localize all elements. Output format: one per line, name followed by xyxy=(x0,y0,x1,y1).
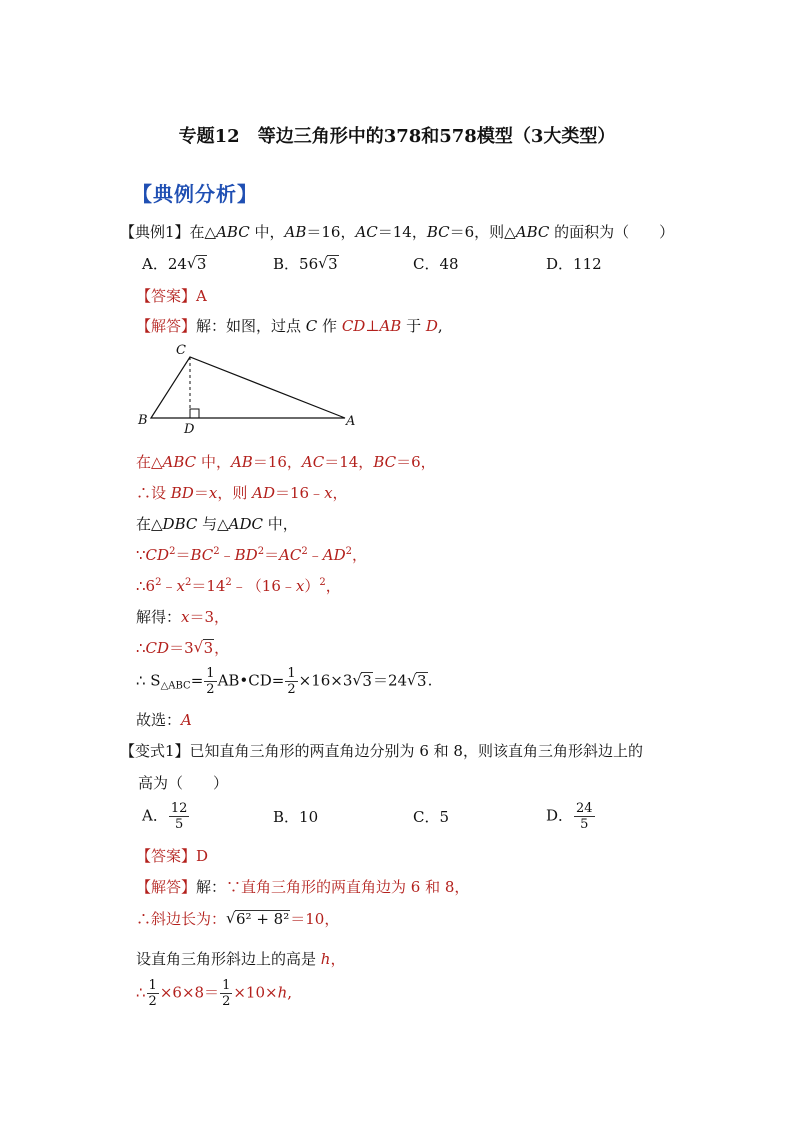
denominator: 2 xyxy=(222,994,231,1009)
numerator: 1 xyxy=(206,666,215,681)
t: 解得： xyxy=(136,608,182,626)
q-ac: AC xyxy=(355,223,378,241)
label-a: A xyxy=(346,414,356,429)
q-text: 的面积为（ ） xyxy=(549,223,675,241)
sol-text: 于 xyxy=(401,317,426,335)
t: ∴ xyxy=(136,639,146,657)
t: x xyxy=(176,577,185,595)
t: ABC xyxy=(162,453,197,471)
sq: 2 xyxy=(213,546,220,557)
q-abc: ABC xyxy=(515,223,550,241)
q-text: ＝6，则△ xyxy=(449,223,516,241)
t: CD xyxy=(145,546,170,564)
solution-line-5 xyxy=(136,575,341,596)
t: 设直角三角形斜边上的高是 xyxy=(136,950,321,968)
radicand: 3 xyxy=(362,671,372,690)
t: ＝24 xyxy=(372,671,408,690)
solution-line-6 xyxy=(136,606,229,627)
sq: 2 xyxy=(301,546,308,557)
example1-option-c: C．48 xyxy=(413,255,459,273)
variant1-solution-line-3 xyxy=(136,948,345,969)
numerator: 24 xyxy=(576,801,593,816)
t: AC xyxy=(279,546,302,564)
q-text: 中， xyxy=(249,223,285,241)
sq: 2 xyxy=(169,546,176,557)
t: AD xyxy=(252,484,275,502)
t: ＝ xyxy=(264,546,280,564)
t: 在△ xyxy=(136,453,163,471)
label-c: C xyxy=(176,343,186,358)
t: DBC xyxy=(162,515,198,533)
sqrt: √ 3 xyxy=(318,254,338,273)
t: ＝16﹣ xyxy=(274,484,325,502)
page-title: 专题12 等边三角形中的378和578模型（3大类型） xyxy=(178,126,616,147)
t: ＝ xyxy=(193,484,209,502)
answer-value: A xyxy=(196,287,207,305)
t: ＝6， xyxy=(396,453,436,471)
example1-option-b xyxy=(273,253,339,274)
sqrt: √ 3 xyxy=(352,670,372,690)
radicand: 3 xyxy=(328,255,338,273)
example1-answer xyxy=(136,285,207,306)
t: ，则 xyxy=(217,484,253,502)
numerator: 12 xyxy=(170,801,188,816)
radicand: 3 xyxy=(417,671,427,690)
t: ∵直角三角形的两直角边为 6 和 8， xyxy=(226,878,470,896)
sqrt: √ 6² + 8² xyxy=(226,909,290,928)
solution-line-8 xyxy=(136,666,432,697)
t: A． xyxy=(142,806,168,825)
example1-option-a xyxy=(142,253,207,274)
answer-label: 【答案】 xyxy=(136,287,197,305)
t: △ABC xyxy=(160,680,191,692)
triangle-abc xyxy=(151,357,345,418)
t: BD xyxy=(170,484,194,502)
t: AD xyxy=(322,546,346,564)
solution-line-1 xyxy=(136,451,436,472)
sol-d: D xyxy=(425,317,438,335)
variant1-solution-line-4 xyxy=(136,978,292,1009)
t: BD xyxy=(234,546,258,564)
numerator: 1 xyxy=(148,978,157,993)
t: 中， xyxy=(196,453,231,471)
t: x xyxy=(295,577,305,595)
variant1-answer xyxy=(136,845,208,866)
numerator: 1 xyxy=(222,978,231,993)
t: ∵ xyxy=(136,546,146,564)
example1-solution-intro xyxy=(136,315,443,336)
t: AB xyxy=(230,453,253,471)
t: ∴设 xyxy=(136,484,171,502)
t: ） xyxy=(304,577,320,595)
variant1-solution-line-2 xyxy=(136,908,339,929)
radicand: 3 xyxy=(196,255,207,273)
sq: 2 xyxy=(345,546,353,557)
sq: 2 xyxy=(155,577,162,588)
t: ， xyxy=(325,577,341,595)
sol-text: , xyxy=(437,317,443,335)
sol-text: 作 xyxy=(317,317,342,335)
q-bc: BC xyxy=(426,223,450,241)
sqrt: √ 3 xyxy=(407,670,427,690)
t: ， xyxy=(330,950,346,968)
example1-option-d: D．112 xyxy=(546,255,602,273)
t: ﹣ xyxy=(219,546,235,564)
sq: 2 xyxy=(257,546,265,557)
t: x xyxy=(324,484,333,502)
t: = xyxy=(190,671,204,690)
solution-label: 【解答】 xyxy=(136,317,197,335)
t: AB•CD= xyxy=(217,671,285,690)
variant1-option-b: B．10 xyxy=(273,808,319,826)
t: x xyxy=(181,608,190,626)
t: 与△ xyxy=(197,515,229,533)
fraction xyxy=(147,978,159,1009)
denominator: 2 xyxy=(287,682,296,697)
solution-line-9 xyxy=(136,709,192,730)
t: x xyxy=(208,484,218,502)
solution-label: 【解答】 xyxy=(136,878,197,896)
q-text: ＝16， xyxy=(306,223,356,241)
t: 故选： xyxy=(136,711,182,729)
t: ＝3 xyxy=(169,639,194,657)
t: ×16×3 xyxy=(298,671,353,690)
variant1-question-line2: 高为（ ） xyxy=(138,774,229,792)
sq: 2 xyxy=(184,577,192,588)
t: ， xyxy=(214,639,230,657)
t: ， xyxy=(332,484,348,502)
fraction xyxy=(285,666,297,697)
fraction xyxy=(574,801,595,832)
sol-c: C xyxy=(305,317,318,335)
q-text: 在△ xyxy=(189,223,217,241)
example1-label: 【典例1】 xyxy=(120,223,190,241)
sol-text: 解：如图，过点 xyxy=(196,317,306,335)
solution-line-4 xyxy=(136,544,367,565)
t: 解： xyxy=(196,878,227,896)
variant1-option-c: C．5 xyxy=(413,808,450,826)
label-d: D xyxy=(184,422,195,436)
sqrt: √ 3 xyxy=(186,254,207,273)
t: ， xyxy=(352,546,368,564)
t: D． xyxy=(546,806,574,825)
denominator: 2 xyxy=(206,682,215,697)
variant1-label: 【变式1】 xyxy=(120,742,190,760)
numerator: 1 xyxy=(287,666,296,681)
option-text: B．56 xyxy=(273,255,319,273)
t: , xyxy=(287,983,293,1002)
answer-label: 【答案】 xyxy=(136,847,197,865)
t: ＝16， xyxy=(252,453,302,471)
sq: 2 xyxy=(319,577,326,588)
denominator: 5 xyxy=(580,817,589,832)
fraction xyxy=(220,978,232,1009)
variant1-solution-intro xyxy=(136,876,469,897)
t: ∴斜边长为： xyxy=(136,910,227,928)
variant1-option-d xyxy=(546,801,596,832)
t: ∴ xyxy=(136,983,146,1002)
t: ＝10， xyxy=(290,910,340,928)
sq: 2 xyxy=(225,577,232,588)
t: ﹣（16﹣ xyxy=(231,577,296,595)
t: A xyxy=(181,711,192,729)
radicand: 3 xyxy=(203,639,214,657)
t: BC xyxy=(373,453,397,471)
t: ＝14， xyxy=(324,453,374,471)
q-abc: ABC xyxy=(216,223,250,241)
answer-value: D xyxy=(196,847,209,865)
t: ×6×8＝ xyxy=(159,983,220,1002)
t: AC xyxy=(301,453,325,471)
t: ∴ S xyxy=(136,671,161,690)
t: ADC xyxy=(228,515,264,533)
variant1-question-line1 xyxy=(120,740,643,761)
t: . xyxy=(427,671,433,690)
t: ＝3， xyxy=(189,608,230,626)
fraction xyxy=(169,801,190,832)
t: 已知直角三角形的两直角边分别为 6 和 8，则该直角三角形斜边上的 xyxy=(189,742,643,760)
q-ab: AB xyxy=(284,223,307,241)
fraction xyxy=(204,666,216,697)
triangle-figure xyxy=(130,336,370,436)
variant1-option-a xyxy=(142,801,190,832)
t: ＝ xyxy=(175,546,191,564)
t: ＝14 xyxy=(191,577,226,595)
t: ×10× xyxy=(233,983,278,1002)
right-angle-mark xyxy=(190,409,199,418)
denominator: 5 xyxy=(174,817,184,832)
example1-question xyxy=(120,221,674,242)
t: ∴6 xyxy=(136,577,156,595)
t: 中， xyxy=(263,515,298,533)
t: h xyxy=(320,950,331,968)
radicand: 6² + 8² xyxy=(236,910,290,928)
t: CD xyxy=(145,639,170,657)
t: 在△ xyxy=(136,515,163,533)
solution-line-7 xyxy=(136,637,229,658)
sol-cd: CD⊥AB xyxy=(341,317,402,335)
t: ﹣ xyxy=(161,577,177,595)
section-heading: 【典例分析】 xyxy=(132,182,258,206)
solution-line-3 xyxy=(136,513,298,534)
t: ﹣ xyxy=(307,546,323,564)
t: BC xyxy=(190,546,214,564)
label-b: B xyxy=(138,413,148,428)
q-text: ＝14， xyxy=(377,223,427,241)
denominator: 2 xyxy=(148,994,157,1009)
sqrt: √ 3 xyxy=(193,638,214,657)
t: h xyxy=(277,983,288,1002)
option-text: A．24 xyxy=(142,255,187,273)
solution-line-2 xyxy=(136,482,348,503)
